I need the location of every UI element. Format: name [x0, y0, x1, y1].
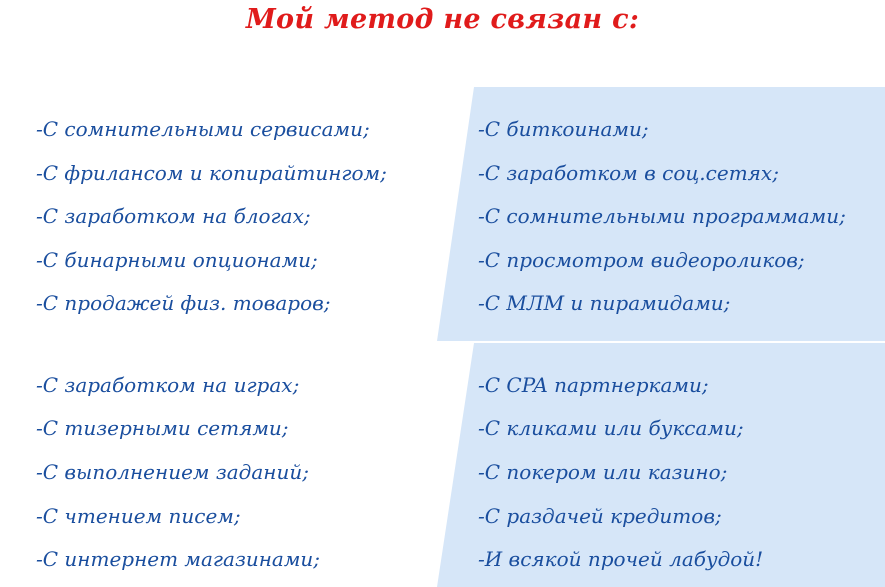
- list-item: -С продажей физ. товаров;: [36, 291, 331, 315]
- list-item: -С кликами или буксами;: [478, 416, 744, 440]
- list-item: -С выполнением заданий;: [36, 460, 309, 484]
- list-item: -С бинарными опционами;: [36, 248, 318, 272]
- list-item: -С заработком на блогах;: [36, 204, 311, 228]
- list-item: -С CPA партнерками;: [478, 373, 709, 397]
- list-item: -С заработком в соц.сетях;: [478, 161, 779, 185]
- list-item: -С интернет магазинами;: [36, 547, 321, 571]
- list-item: -С МЛМ и пирамидами;: [478, 291, 731, 315]
- list-item: -С фрилансом и копирайтингом;: [36, 161, 387, 185]
- list-item: -С просмотром видеороликов;: [478, 248, 805, 272]
- list-item: -С раздачей кредитов;: [478, 504, 722, 528]
- page-title: Мой метод не связан с:: [245, 4, 640, 35]
- list-item: -С тизерными сетями;: [36, 416, 289, 440]
- list-item: -С сомнительными сервисами;: [36, 117, 370, 141]
- list-item: -С чтением писем;: [36, 504, 241, 528]
- list-item: -С покером или казино;: [478, 460, 728, 484]
- list-item: -С сомнительными программами;: [478, 204, 846, 228]
- list-item: -И всякой прочей лабудой!: [478, 547, 764, 571]
- list-item: -С биткоинами;: [478, 117, 649, 141]
- left-column-list: [36, 0, 456, 587]
- right-column-list: [478, 0, 878, 587]
- list-item: -С заработком на играх;: [36, 373, 300, 397]
